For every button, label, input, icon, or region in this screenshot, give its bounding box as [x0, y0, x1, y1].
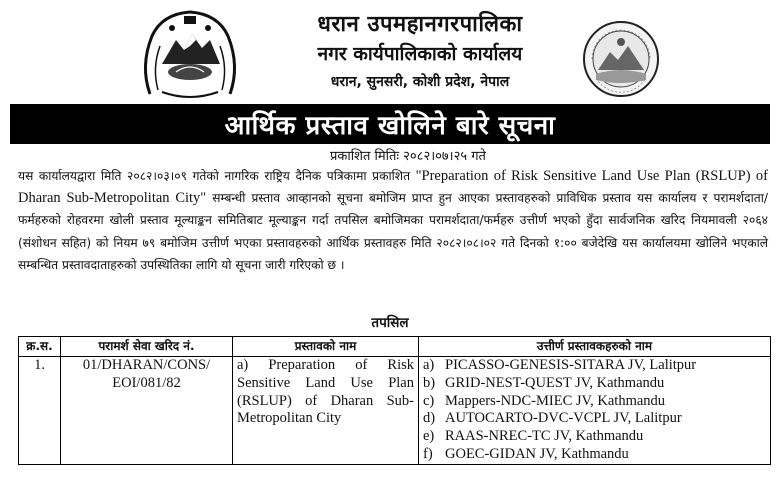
schedule-heading: तपसिल: [371, 315, 409, 331]
notice-title: आर्थिक प्रस्ताव खोलिने बारे सूचना: [224, 111, 556, 141]
list-item: [423, 375, 766, 393]
bidder-letter: d): [423, 410, 436, 427]
row-bidders: [419, 357, 771, 465]
column-header-proposal: प्रस्तावको नाम: [233, 337, 419, 357]
bidder-letter: a): [423, 357, 435, 373]
bidder-name: GOEC-GIDAN JV, Kathmandu: [445, 445, 629, 462]
body-details: सम्बन्धी प्रस्ताव आव्हानको सूचना बमोजिम प्राप्त हुन आएका प्रस्तावहरुको प्राविधिक प्रस्ताव यस कार्यालय र परामर्शदाता/फर्महरुको रोहवरमा खोली प्रस्ताव मूल्याङ्कन समितिबाट मूल्याङ्कन गर्दा तपसिल बमोजिमका परामर्शदाता/फर्महरु उत्तीर्ण भएको हुँदा सार्वजनिक खरिद नियमावली २०६४ (संशोधन सहित) को नियम ७९ बमोजिम उत्तीर्ण भएका प्रस्तावहरुको आर्थिक प्रस्तावहरु मिति २०८२।०८।०२ गते दिनको १:०० बजेदेखि यस कार्यालयमा खोलिने भएकाले सम्बन्धित प्रस्तावदाताहरुको उपस्थितिका लागि यो सूचना जारी गरिएको छ ।: [18, 191, 768, 272]
bidder-letter: e): [423, 428, 435, 445]
published-date: प्रकाशित मितिः २०८२।०७।२५ गते: [330, 149, 486, 164]
bidder-name: AUTOCARTO-DVC-VCPL JV, Lalitpur: [445, 410, 682, 427]
list-item: [423, 446, 766, 464]
nepal-government-emblem-icon: [132, 6, 248, 102]
column-header-sn: क्र.स.: [19, 337, 61, 357]
table-header-row: [19, 337, 771, 357]
row-sn: 1.: [19, 357, 61, 465]
bidder-name: GRID-NEST-QUEST JV, Kathmandu: [445, 374, 665, 391]
office-name: नगर कार्यपालिकाको कार्यालय: [317, 43, 523, 65]
row-reference: 01/DHARAN/CONS/ EOI/081/82: [61, 357, 233, 465]
row-proposal: a) Preparation of Risk Sensitive Land Use Plan (RSLUP) of Dharan Sub-Metropolitan City: [233, 357, 419, 465]
org-name: धरान उपमहानगरपालिका: [317, 12, 523, 37]
column-header-bidders: उत्तीर्ण प्रस्तावकहरुको नाम: [419, 337, 771, 357]
list-item: [423, 428, 766, 446]
list-item: [423, 393, 766, 411]
notice-body: [18, 165, 768, 276]
bidder-letter: c): [423, 392, 435, 409]
body-intro: यस कार्यालयद्वारा मिति २०८२।०३।०९ गतेको नागरिक राष्ट्रिय दैनिक पत्रिकामा प्रकाशित: [18, 169, 416, 183]
dharan-sub-metropolitan-city-seal-icon: [582, 20, 660, 98]
bidder-letter: b): [423, 374, 436, 391]
bidder-name: RAAS-NREC-TC JV, Kathmandu: [445, 428, 644, 445]
body-project-title: "Preparation of Risk Sensitive Land Use Plan (RSLUP) of Dharan Sub-Metropolitan City": [18, 168, 769, 207]
bidder-name: PICASSO-GENESIS-SITARA JV, Lalitpur: [445, 357, 697, 373]
notice-title-banner: [10, 104, 770, 144]
bidder-name: Mappers-NDC-MIEC JV, Kathmandu: [445, 392, 666, 409]
column-header-reference: परामर्श सेवा खरिद नं.: [61, 337, 233, 357]
office-address: धरान, सुनसरी, कोशी प्रदेश, नेपाल: [330, 74, 510, 90]
list-item: [423, 410, 766, 428]
list-item: [423, 357, 766, 375]
schedule-table: [18, 336, 771, 465]
table-row: [19, 357, 771, 465]
bidder-letter: f): [423, 445, 433, 462]
